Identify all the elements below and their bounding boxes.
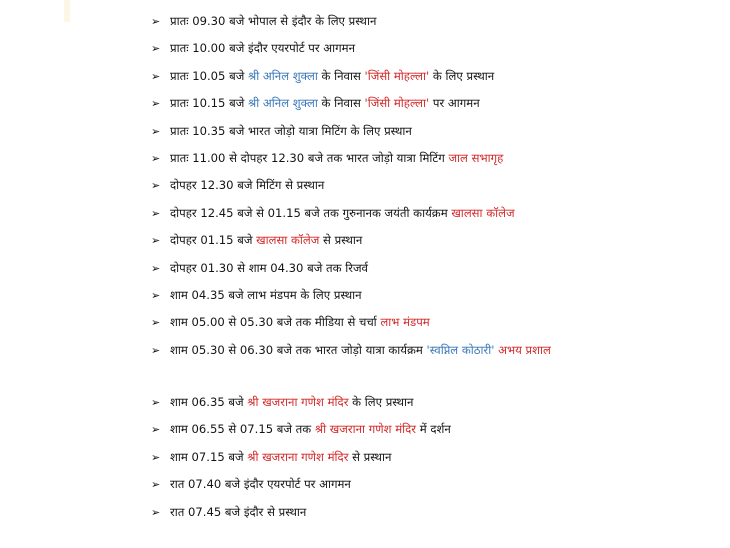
schedule-item bbox=[151, 337, 721, 391]
schedule-text: दोपहर 12.30 बजे मिटिंग से प्रस्थान bbox=[170, 178, 325, 193]
arrow-bullet-icon: ➢ bbox=[151, 505, 161, 519]
schedule-item bbox=[151, 10, 721, 37]
arrow-bullet-icon: ➢ bbox=[151, 151, 161, 165]
schedule-text: शाम 07.15 बजे bbox=[170, 449, 248, 464]
schedule-text: पर आगमन bbox=[429, 96, 480, 111]
schedule-text: शाम 05.30 से 06.30 बजे तक भारत जोड़ो यात्रा कार्यक्रम bbox=[170, 342, 427, 357]
highlighted-text: 'जिंसी मोहल्ला' bbox=[364, 96, 430, 111]
schedule-text: शाम 06.55 से 07.15 बजे तक bbox=[170, 422, 315, 437]
arrow-bullet-icon: ➢ bbox=[151, 288, 161, 302]
schedule-text: प्रातः 10.00 बजे इंदौर एयरपोर्ट पर आगमन bbox=[170, 41, 356, 56]
schedule-item bbox=[151, 311, 721, 338]
arrow-bullet-icon: ➢ bbox=[151, 69, 161, 83]
schedule-text: शाम 05.00 से 05.30 बजे तक मीडिया से चर्चा bbox=[170, 315, 381, 330]
highlighted-text: 'जिंसी मोहल्ला' bbox=[364, 68, 430, 83]
arrow-bullet-icon: ➢ bbox=[151, 179, 161, 193]
highlighted-text: श्री अनिल शुक्ला bbox=[248, 96, 318, 111]
schedule-text: दोपहर 12.45 बजे से 01.15 बजे तक गुरुनानक जयंती कार्यक्रम bbox=[170, 205, 452, 220]
schedule-text: से प्रस्थान bbox=[348, 449, 392, 464]
schedule-item bbox=[151, 174, 721, 201]
schedule-item bbox=[151, 284, 721, 311]
schedule-item bbox=[151, 37, 721, 64]
schedule-item bbox=[151, 92, 721, 119]
schedule-item bbox=[151, 257, 721, 284]
highlighted-text: खालसा कॉलेज bbox=[451, 205, 515, 220]
schedule-item bbox=[151, 120, 721, 147]
schedule-item bbox=[151, 473, 721, 500]
schedule-item bbox=[151, 202, 721, 229]
schedule-text: के लिए प्रस्थान bbox=[348, 395, 414, 410]
schedule-item bbox=[151, 418, 721, 445]
arrow-bullet-icon: ➢ bbox=[151, 396, 161, 410]
schedule-text: प्रातः 10.05 बजे bbox=[170, 68, 249, 83]
arrow-bullet-icon: ➢ bbox=[151, 261, 161, 275]
schedule-text: रात 07.40 बजे इंदौर एयरपोर्ट पर आगमन bbox=[170, 477, 351, 492]
schedule-text: प्रातः 10.15 बजे bbox=[170, 96, 249, 111]
arrow-bullet-icon: ➢ bbox=[151, 15, 161, 28]
schedule-item bbox=[151, 501, 721, 528]
highlighted-text: श्री खजराना गणेश मंदिर bbox=[247, 395, 349, 410]
arrow-bullet-icon: ➢ bbox=[151, 206, 161, 220]
highlighted-text: श्री अनिल शुक्ला bbox=[248, 68, 318, 83]
highlighted-text: अभय प्रशाल bbox=[494, 342, 551, 357]
schedule-list bbox=[151, 10, 721, 528]
arrow-bullet-icon: ➢ bbox=[151, 478, 161, 492]
schedule-text: दोपहर 01.30 से शाम 04.30 बजे तक रिजर्व bbox=[170, 260, 369, 275]
arrow-bullet-icon: ➢ bbox=[151, 316, 161, 330]
schedule-text: के निवास bbox=[317, 96, 365, 111]
schedule-text: शाम 06.35 बजे bbox=[170, 395, 248, 410]
schedule-item bbox=[151, 65, 721, 92]
highlighted-text: श्री खजराना गणेश मंदिर bbox=[314, 422, 417, 437]
highlighted-text: 'स्वप्निल कोठारी' bbox=[426, 342, 495, 357]
schedule-text: दोपहर 01.15 बजे bbox=[170, 233, 257, 248]
schedule-text: से प्रस्थान bbox=[319, 233, 363, 248]
decorative-strip bbox=[64, 0, 70, 22]
schedule-item bbox=[151, 391, 721, 418]
arrow-bullet-icon: ➢ bbox=[151, 234, 161, 248]
highlighted-text: श्री खजराना गणेश मंदिर bbox=[247, 449, 349, 464]
schedule-text: के निवास bbox=[317, 68, 365, 83]
schedule-text: रात 07.45 बजे इंदौर से प्रस्थान bbox=[170, 504, 307, 519]
arrow-bullet-icon: ➢ bbox=[151, 42, 161, 56]
schedule-text: शाम 04.35 बजे लाभ मंडपम के लिए प्रस्थान bbox=[170, 287, 362, 302]
schedule-text: प्रातः 09.30 बजे भोपाल से इंदौर के लिए प्रस्थान bbox=[170, 14, 377, 28]
schedule-text: प्रातः 11.00 से दोपहर 12.30 बजे तक भारत जोड़ो यात्रा मिटिंग bbox=[170, 150, 449, 165]
arrow-bullet-icon: ➢ bbox=[151, 124, 161, 138]
schedule-text: के लिए प्रस्थान bbox=[429, 68, 495, 83]
highlighted-text: जाल सभागृह bbox=[448, 150, 504, 165]
schedule-item bbox=[151, 229, 721, 256]
arrow-bullet-icon: ➢ bbox=[151, 423, 161, 437]
arrow-bullet-icon: ➢ bbox=[151, 97, 161, 111]
schedule-text: प्रातः 10.35 बजे भारत जोड़ो यात्रा मिटिंग के लिए प्रस्थान bbox=[170, 123, 412, 138]
schedule-item bbox=[151, 147, 721, 174]
arrow-bullet-icon: ➢ bbox=[151, 450, 161, 464]
highlighted-text: लाभ मंडपम bbox=[380, 315, 430, 330]
schedule-item bbox=[151, 446, 721, 473]
arrow-bullet-icon: ➢ bbox=[151, 343, 161, 357]
highlighted-text: खालसा कॉलेज bbox=[256, 233, 320, 248]
schedule-text: में दर्शन bbox=[416, 422, 451, 437]
